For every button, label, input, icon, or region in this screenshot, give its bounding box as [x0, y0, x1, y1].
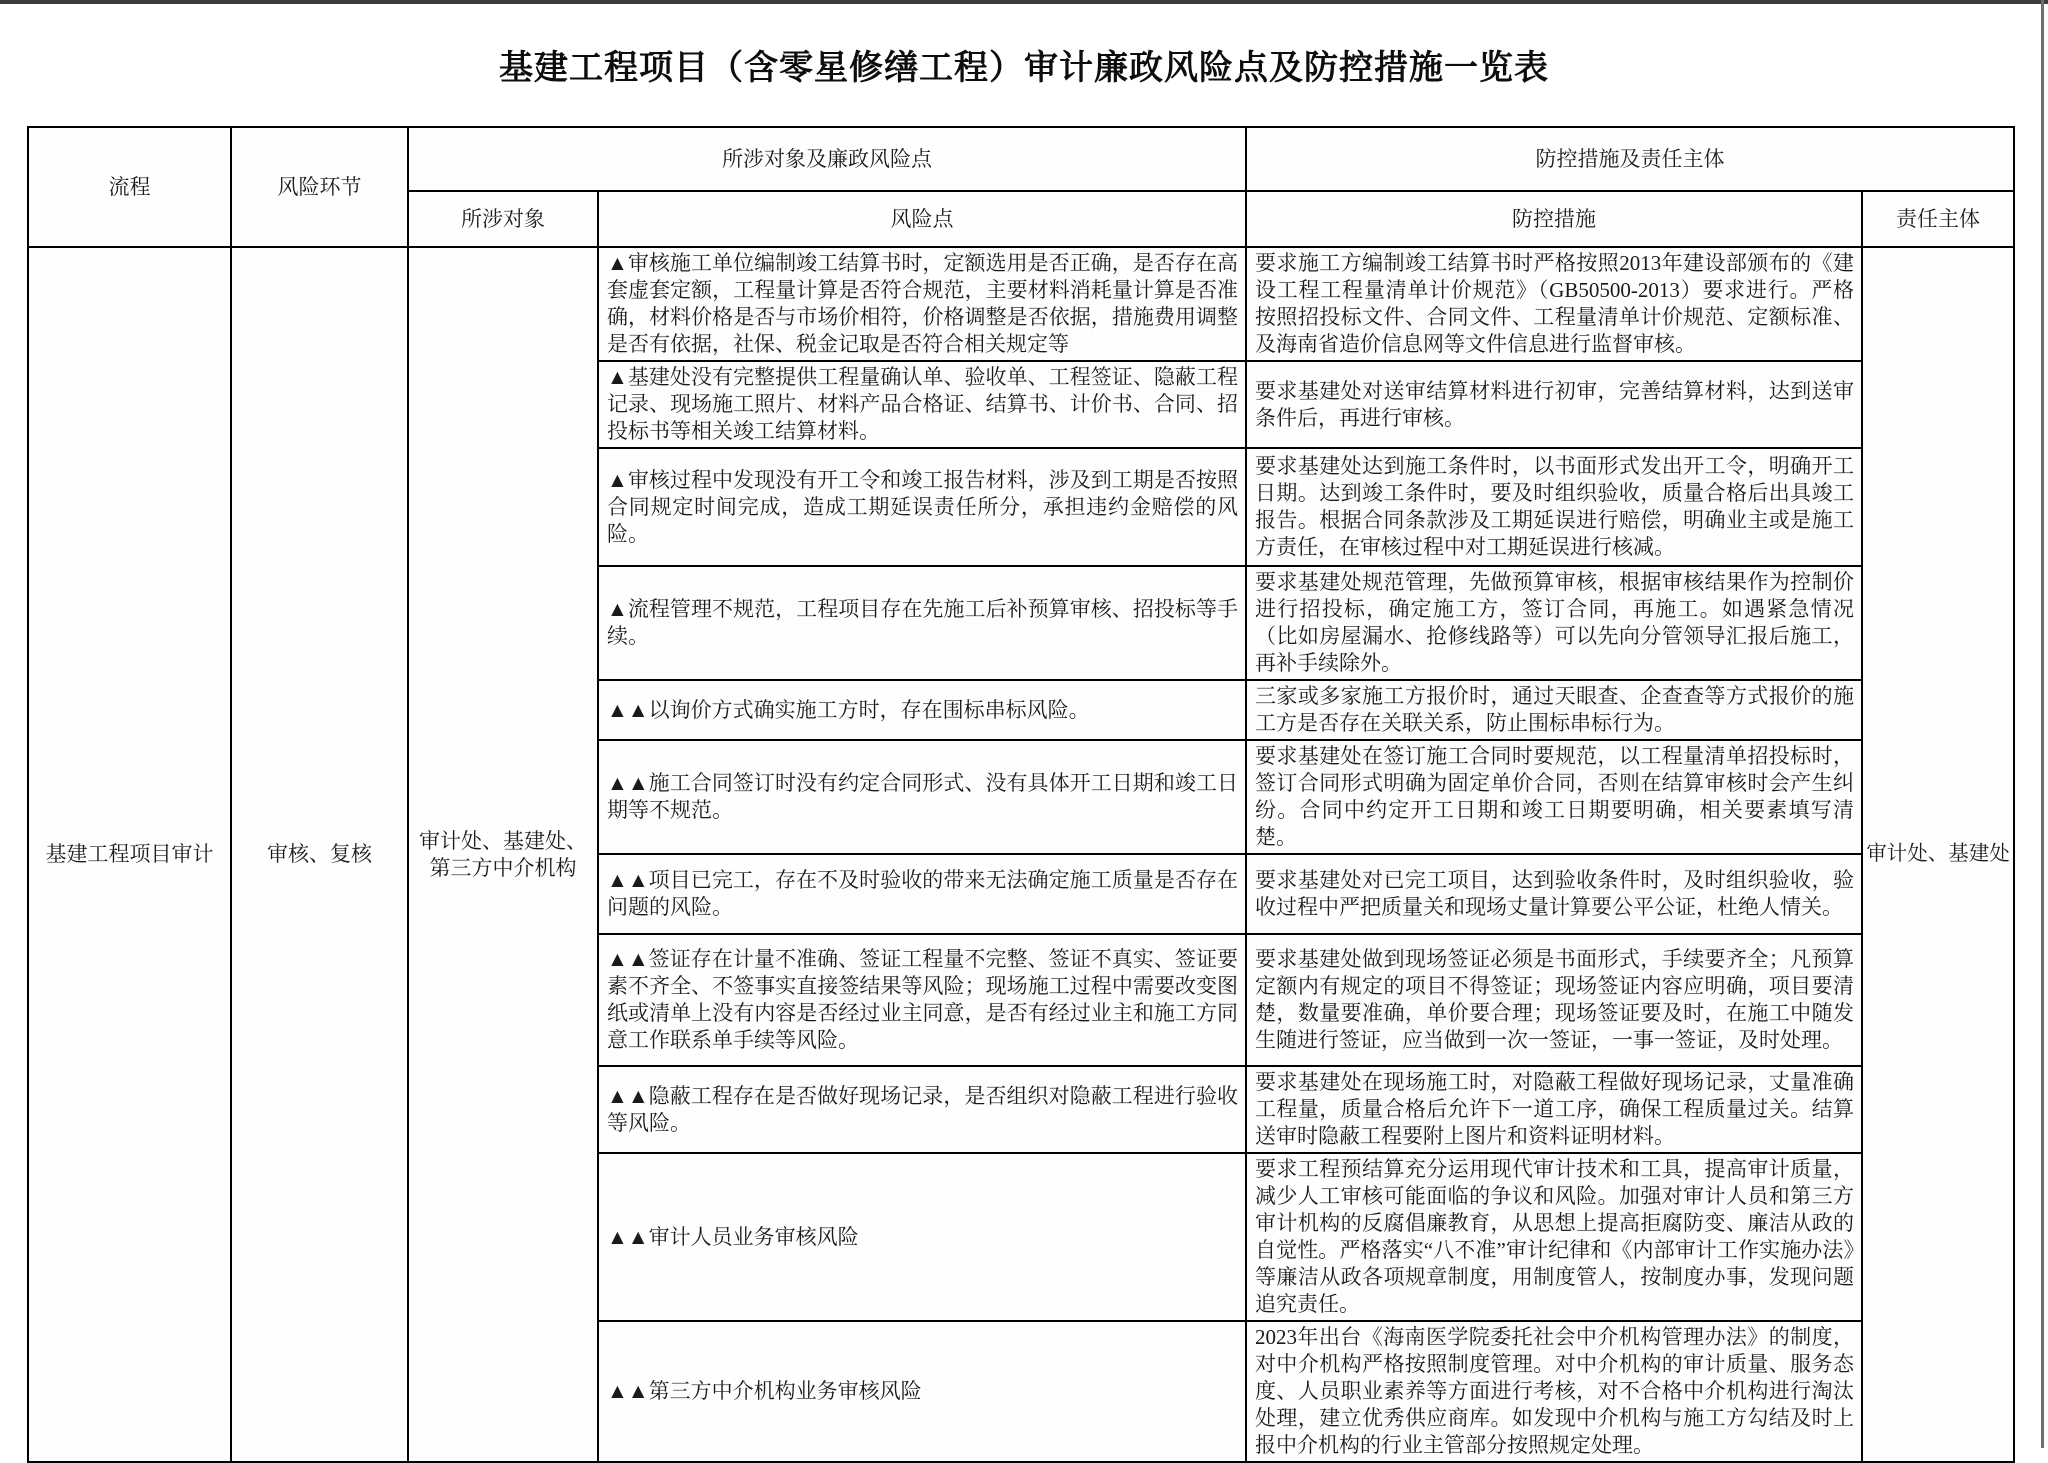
control-measure-cell: 要求施工方编制竣工结算书时严格按照2013年建设部颁布的《建设工程工程量清单计价规范》（GB50500-2013）要求进行。严格按照招投标文件、合同文件、工程量清单计价规范、定额标准、及海南省造价信息网等文件信息进行监督审核。 — [1246, 247, 1862, 361]
risk-point-cell: ▲▲以询价方式确实施工方时，存在围标串标风险。 — [598, 680, 1246, 740]
control-measure-cell: 2023年出台《海南医学院委托社会中介机构管理办法》的制度，对中介机构严格按照制度管理。对中介机构的审计质量、服务态度、人员职业素养等方面进行考核，对不合格中介机构进行淘汰处理，建立优秀供应商库。如发现中介机构与施工方勾结及时上报中介机构的行业主管部分按照规定处理。 — [1246, 1321, 1862, 1462]
risk-point-cell: ▲审核过程中发现没有开工令和竣工报告材料，涉及到工期是否按照合同规定时间完成，造成工期延误责任所分，承担违约金赔偿的风险。 — [598, 448, 1246, 566]
page-title: 基建工程项目（含零星修缮工程）审计廉政风险点及防控措施一览表 — [499, 50, 1549, 87]
scan-artifact-right-edge — [2041, 0, 2044, 1448]
control-measure-cell: 要求基建处对送审结算材料进行初审，完善结算材料，达到送审条件后，再进行审核。 — [1246, 361, 1862, 448]
col-header-control-measure: 防控措施 — [1246, 191, 1862, 247]
control-measure-cell: 要求工程预结算充分运用现代审计技术和工具，提高审计质量，减少人工审核可能面临的争议和风险。加强对审计人员和第三方审计机构的反腐倡廉教育，从思想上提高拒腐防变、廉洁从政的自觉性。严格落实“八不准”审计纪律和《内部审计工作实施办法》等廉洁从政各项规章制度，用制度管人，按制度办事，发现问题追究责任。 — [1246, 1153, 1862, 1321]
risk-point-cell: ▲基建处没有完整提供工程量确认单、验收单、工程签证、隐蔽工程记录、现场施工照片、材料产品合格证、结算书、计价书、合同、招投标书等相关竣工结算材料。 — [598, 361, 1246, 448]
control-measure-cell: 要求基建处在签订施工合同时要规范，以工程量清单招投标时，签订合同形式明确为固定单价合同，否则在结算审核时会产生纠纷。合同中约定开工日期和竣工日期要明确，相关要素填写清楚。 — [1246, 740, 1862, 854]
risk-point-cell: ▲流程管理不规范，工程项目存在先施工后补预算审核、招投标等手续。 — [598, 566, 1246, 680]
involved-object-cell: 审计处、基建处、第三方中介机构 — [408, 247, 598, 1462]
control-measure-cell: 要求基建处做到现场签证必须是书面形式，手续要齐全；凡预算定额内有规定的项目不得签证；现场签证内容应明确，项目要清楚，数量要准确，单价要合理；现场签证要及时，在施工中随发生随进行签证，应当做到一次一签证，一事一签证，及时处理。 — [1246, 934, 1862, 1066]
risk-point-cell: ▲▲审计人员业务审核风险 — [598, 1153, 1246, 1321]
control-measure-cell: 三家或多家施工方报价时，通过天眼查、企查查等方式报价的施工方是否存在关联关系，防止围标串标行为。 — [1246, 680, 1862, 740]
risk-point-cell: ▲审核施工单位编制竣工结算书时，定额选用是否正确，是否存在高套虚套定额，工程量计算是否符合规范，主要材料消耗量计算是否准确，材料价格是否与市场价相符，价格调整是否依据，措施费用调整是否有依据，社保、税金记取是否符合相关规定等 — [598, 247, 1246, 361]
control-measure-cell: 要求基建处对已完工项目，达到验收条件时，及时组织验收，验收过程中严把质量关和现场丈量计算要公平公证，杜绝人情关。 — [1246, 854, 1862, 934]
responsible-entity-cell: 审计处、基建处 — [1862, 247, 2014, 1462]
risk-point-cell: ▲▲第三方中介机构业务审核风险 — [598, 1321, 1246, 1462]
control-measure-cell: 要求基建处规范管理，先做预算审核，根据审核结果作为控制价进行招投标，确定施工方，签订合同，再施工。如遇紧急情况（比如房屋漏水、抢修线路等）可以先向分管领导汇报后施工，再补手续除外。 — [1246, 566, 1862, 680]
col-header-measures-and-responsible: 防控措施及责任主体 — [1246, 127, 2014, 191]
scan-artifact-top-edge — [0, 0, 2048, 4]
risk-control-table — [27, 126, 2015, 1463]
header-row-1 — [28, 127, 2014, 191]
col-header-responsible-entity: 责任主体 — [1862, 191, 2014, 247]
risk-stage-cell: 审核、复核 — [231, 247, 408, 1462]
process-cell: 基建工程项目审计 — [28, 247, 231, 1462]
risk-point-cell: ▲▲签证存在计量不准确、签证工程量不完整、签证不真实、签证要素不齐全、不签事实直接签结果等风险；现场施工过程中需要改变图纸或清单上没有内容是否经过业主同意，是否有经过业主和施工方同意工作联系单手续等风险。 — [598, 934, 1246, 1066]
risk-point-cell: ▲▲项目已完工，存在不及时验收的带来无法确定施工质量是否存在问题的风险。 — [598, 854, 1246, 934]
col-header-risk-point: 风险点 — [598, 191, 1246, 247]
risk-point-cell: ▲▲隐蔽工程存在是否做好现场记录，是否组织对隐蔽工程进行验收等风险。 — [598, 1066, 1246, 1153]
control-measure-cell: 要求基建处达到施工条件时，以书面形式发出开工令，明确开工日期。达到竣工条件时，要及时组织验收，质量合格后出具竣工报告。根据合同条款涉及工期延误进行赔偿，明确业主或是施工方责任，在审核过程中对工期延误进行核减。 — [1246, 448, 1862, 566]
col-header-process: 流程 — [28, 127, 231, 247]
col-header-risk-stage: 风险环节 — [231, 127, 408, 247]
control-measure-cell: 要求基建处在现场施工时，对隐蔽工程做好现场记录，丈量准确工程量，质量合格后允许下一道工序，确保工程质量过关。结算送审时隐蔽工程要附上图片和资料证明材料。 — [1246, 1066, 1862, 1153]
table-row — [28, 247, 2014, 361]
risk-point-cell: ▲▲施工合同签订时没有约定合同形式、没有具体开工日期和竣工日期等不规范。 — [598, 740, 1246, 854]
col-header-objects-and-risks: 所涉对象及廉政风险点 — [408, 127, 1246, 191]
col-header-involved-object: 所涉对象 — [408, 191, 598, 247]
